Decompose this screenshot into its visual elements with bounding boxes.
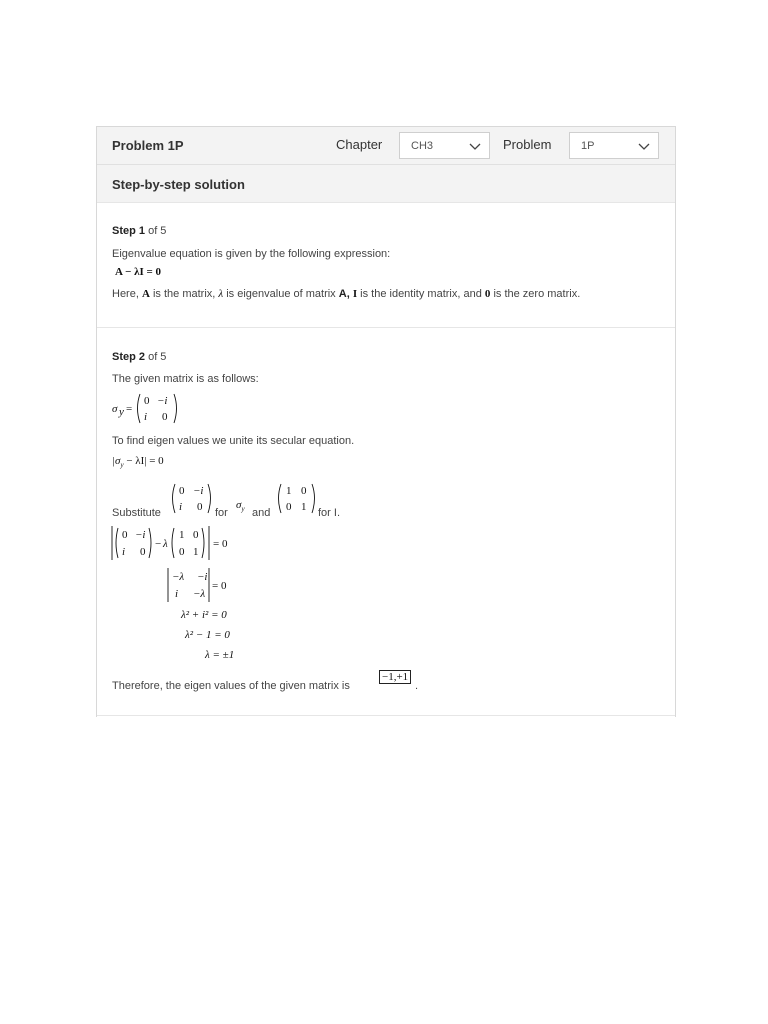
step-divider [97,327,675,328]
svg-text:i: i [122,546,126,558]
sigma-y-symbol: $\sigma_y$ [236,499,245,514]
svg-text:y: y [119,406,124,418]
svg-text:0: 0 [197,501,203,513]
equation-4: λ² − 1 = 0 [185,629,230,641]
svg-text:1: 1 [179,529,185,541]
for-i-label: for I. [318,507,341,519]
problem-label: Problem [503,137,552,152]
svg-text:0: 0 [193,529,199,541]
svg-text:1: 1 [301,501,307,513]
step-by-step-header [97,165,675,203]
svg-text:σ: σ [112,403,118,415]
identity-matrix [277,481,317,517]
svg-text:−i: −i [193,485,204,497]
chapter-label: Chapter [336,137,383,152]
problem-select-value: 1P [581,140,595,152]
svg-text:0: 0 [286,501,292,513]
step-2-secular-text: To find eigen values we unite its secular equation. [112,435,355,447]
chevron-down-icon [638,140,650,152]
determinant-equation-2 [167,567,247,605]
step-1-text: Eigenvalue equation is given by the following expression: [112,248,391,260]
svg-text:−i: −i [197,571,208,583]
therefore-text: Therefore, the eigen values of the given matrix is [112,680,350,692]
problem-header [97,127,675,165]
step-2-text: The given matrix is as follows: [112,373,259,385]
svg-text:−λ: −λ [172,571,185,583]
svg-text:i: i [144,411,148,423]
svg-text:−: − [155,538,162,550]
svg-text:= 0: = 0 [212,580,227,592]
chapter-select[interactable] [399,132,490,159]
svg-text:−i: −i [157,395,168,407]
chapter-select-value: CH3 [411,140,434,152]
eigen-equation: A − λI = 0 [115,266,162,278]
and-label: and [252,507,271,519]
svg-text:−i: −i [135,529,146,541]
svg-text:0: 0 [179,546,185,558]
svg-text:0: 0 [122,529,128,541]
step-2-label: Step 2 of 5 [112,351,167,363]
svg-text:= 0: = 0 [213,538,228,550]
sigma-y-definition [112,391,202,427]
for-label: for [215,507,228,519]
svg-text:0: 0 [301,485,307,497]
svg-text:1: 1 [193,546,199,558]
svg-text:0: 0 [162,411,168,423]
problem-select[interactable] [569,132,659,159]
equation-5: λ = ±1 [205,649,235,661]
therefore-period: . [415,680,419,692]
chevron-down-icon [469,140,481,152]
solution-card [96,126,676,717]
svg-text:−λ: −λ [193,588,206,600]
secular-equation: $|\sigma_y - \lambda I| = 0$ [112,455,164,470]
problem-title: Problem 1P [112,138,184,153]
svg-text:0: 0 [140,546,146,558]
substitute-label: Substitute [112,507,161,519]
svg-text:0: 0 [179,485,185,497]
svg-text:=: = [126,403,133,415]
step-1-label: Step 1 of 5 [112,225,167,237]
svg-text:i: i [179,501,183,513]
svg-text:i: i [175,588,179,600]
svg-text:0: 0 [144,395,150,407]
step-divider-bottom [97,715,675,716]
step-1-here: Here, A is the matrix, λ is eigenvalue of matrix A, I is the identity matrix, and 0 is the zero matrix. [112,288,581,300]
equation-3: λ² + i² = 0 [181,609,227,621]
step-by-step-title: Step-by-step solution [112,177,245,192]
svg-text:λ: λ [163,538,168,550]
boxed-answer: −1,+1 [379,670,411,684]
svg-text:1: 1 [286,485,292,497]
determinant-equation-1 [111,525,241,563]
substitute-matrix-sigma [171,481,211,517]
